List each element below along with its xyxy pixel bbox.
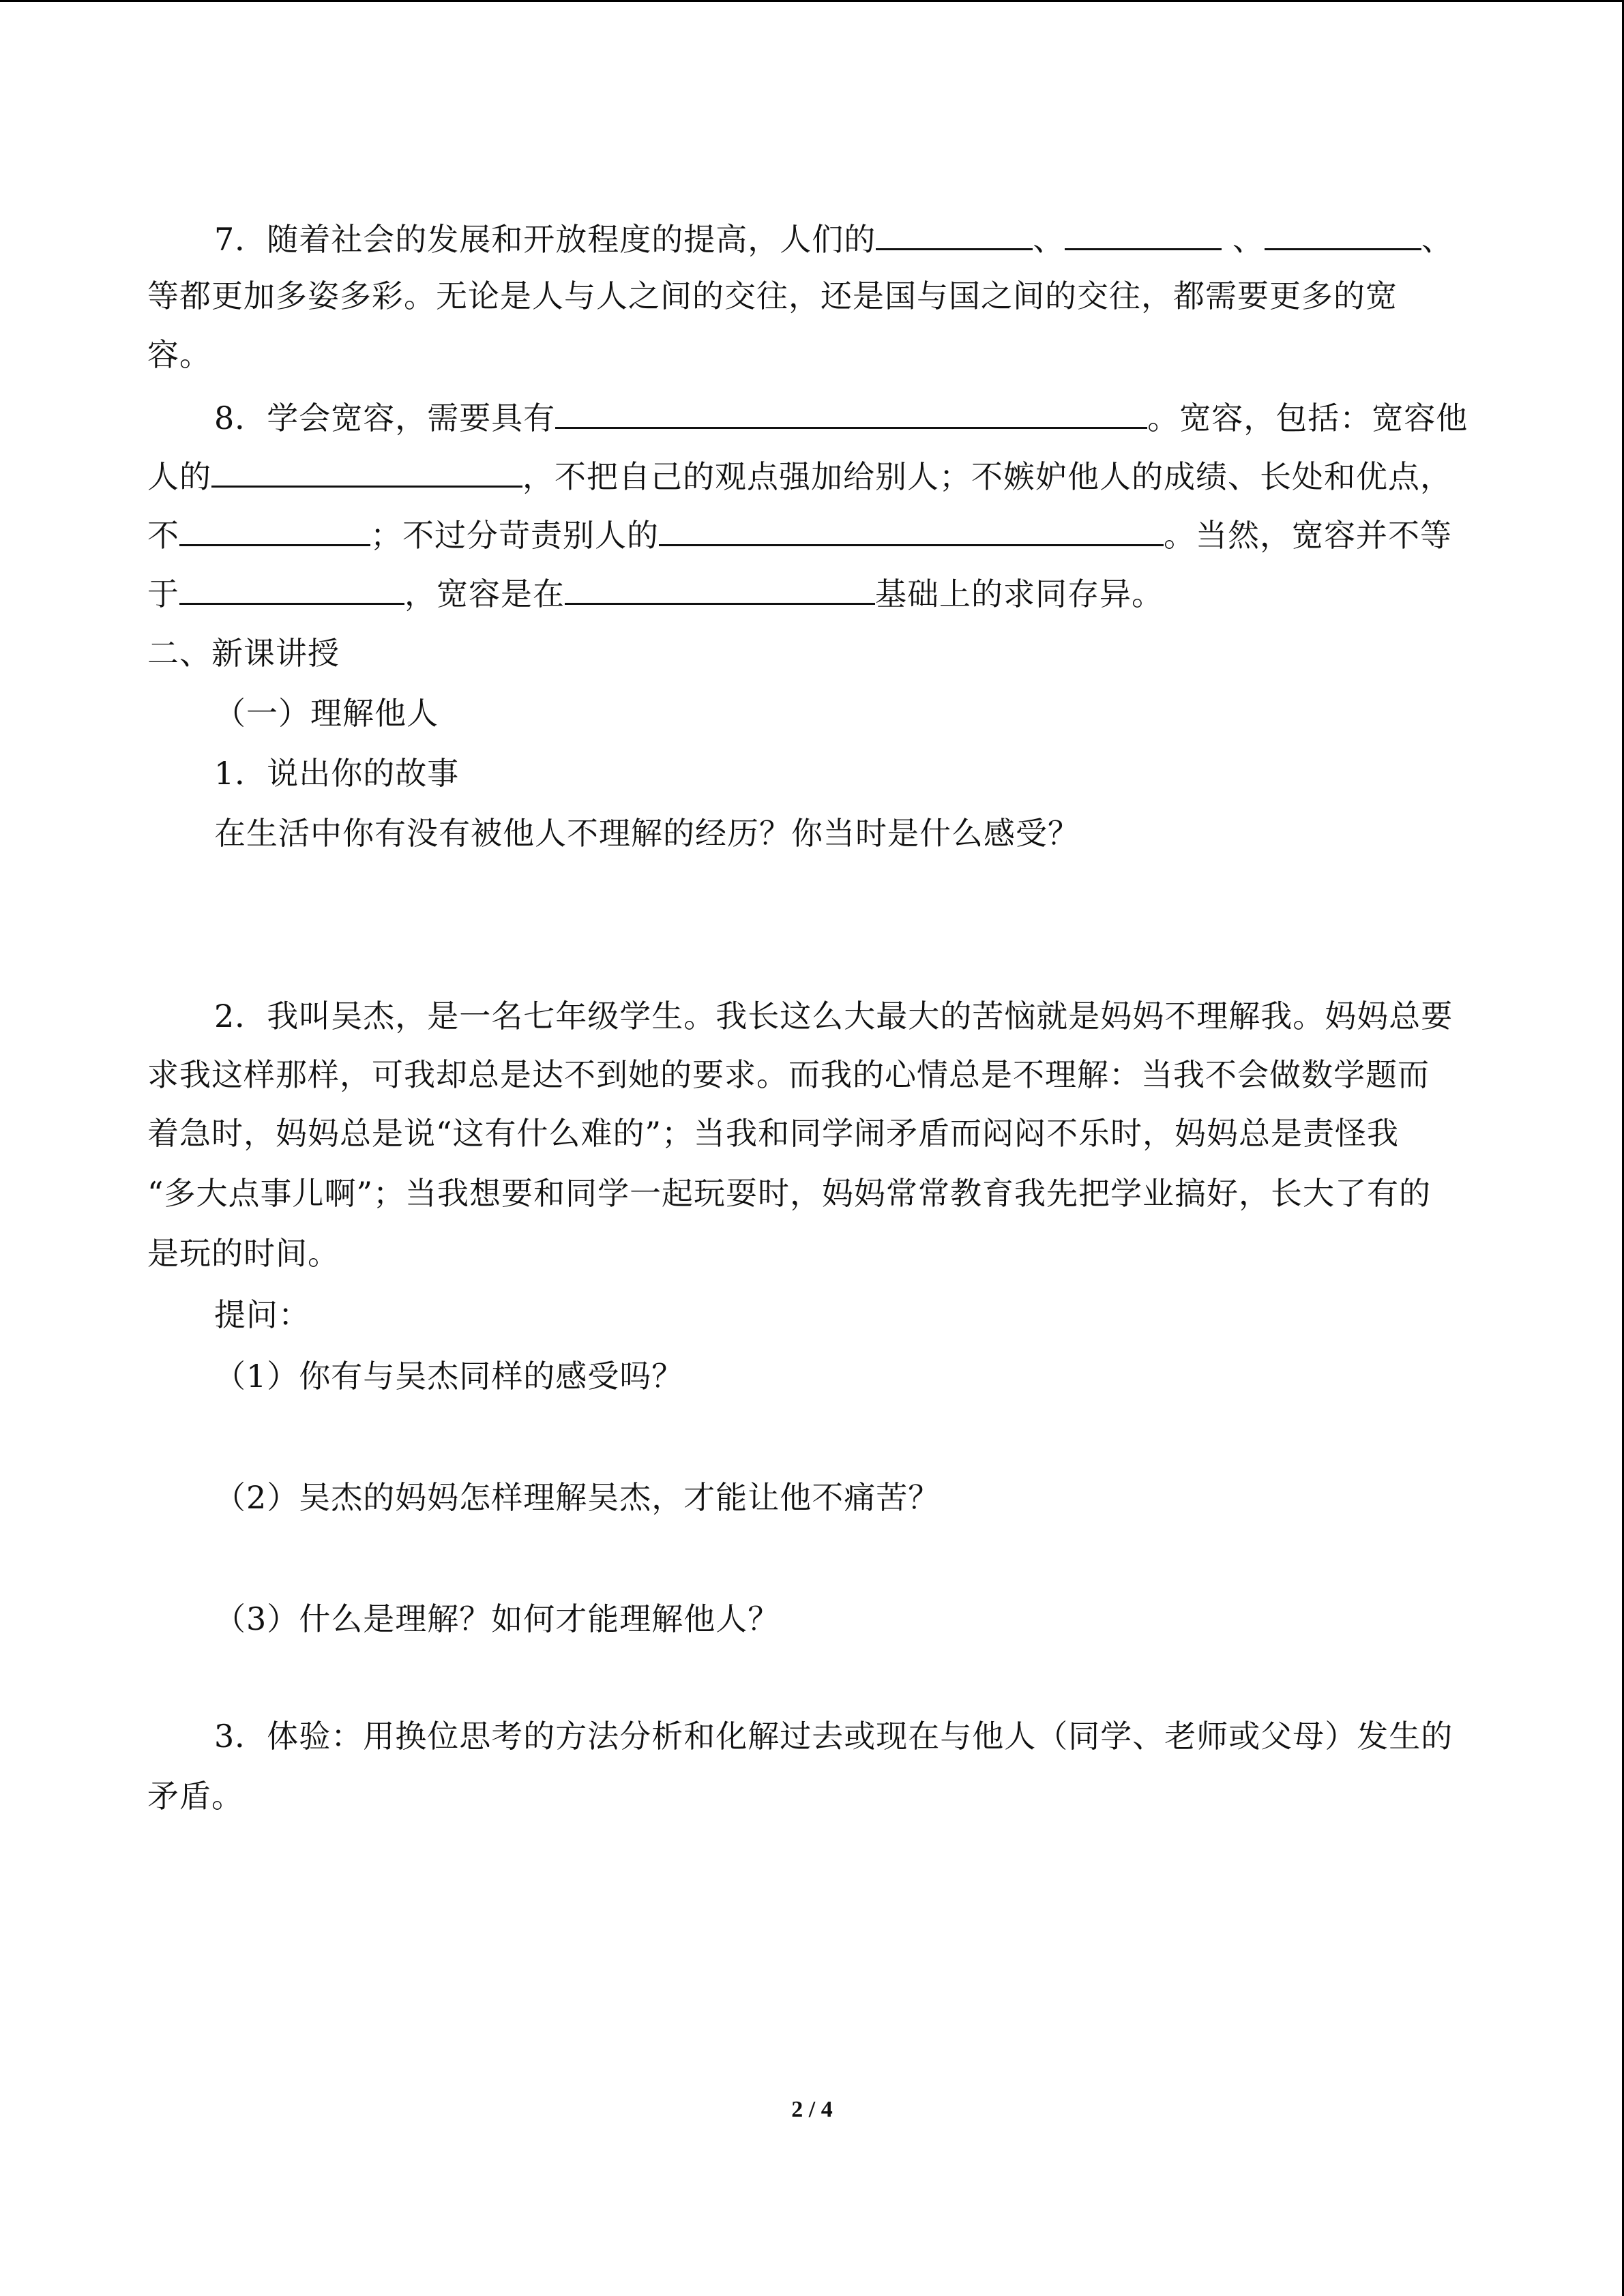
q8-text-3b: ；不过分苛责别人的 xyxy=(370,517,659,554)
top-border xyxy=(0,0,1624,2)
item1-prompt: 在生活中你有没有被他人不理解的经历？你当时是什么感受？ xyxy=(214,815,1080,852)
q8-blank-2[interactable] xyxy=(211,454,522,488)
q7-line-1 xyxy=(214,217,1453,260)
section-heading: 二、新课讲授 xyxy=(147,635,340,672)
page-number: 2 / 4 xyxy=(791,2097,833,2122)
q8-text-1b: 。宽容，包括：宽容他 xyxy=(1147,400,1468,436)
q7-text: 7．随着社会的发展和开放程度的提高，人们的 xyxy=(214,221,876,258)
q8-text-4b: ，宽容是在 xyxy=(404,576,565,612)
q8-line-4 xyxy=(147,571,1164,614)
q8-text-1a: 8．学会宽容，需要具有 xyxy=(214,400,556,436)
item2-line-5: 是玩的时间。 xyxy=(147,1235,340,1272)
q7-blank-2[interactable] xyxy=(1065,217,1222,250)
q7-sep-2: 、 xyxy=(1222,221,1265,258)
q8-blank-6[interactable] xyxy=(565,571,875,605)
q7-line-2: 等都更加多姿多彩。无论是人与人之间的交往，还是国与国之间的交往，都需要更多的宽 xyxy=(147,278,1398,314)
item3-line-1: 3．体验：用换位思考的方法分析和化解过去或现在与他人（同学、老师或父母）发生的 xyxy=(214,1718,1453,1755)
question-3: （3）什么是理解？如何才能理解他人？ xyxy=(214,1600,780,1637)
item2-line-3: 着急时，妈妈总是说“这有什么难的”；当我和同学闹矛盾而闷闷不乐时，妈妈总是责怪我 xyxy=(147,1115,1400,1152)
ask-label: 提问： xyxy=(214,1296,310,1333)
q8-line-2 xyxy=(147,454,1452,497)
item2-line-4: “多大点事儿啊”；当我想要和同学一起玩耍时，妈妈常常教育我先把学业搞好，长大了有的 xyxy=(147,1175,1432,1212)
item3-line-2: 矛盾。 xyxy=(147,1778,243,1815)
q7-blank-1[interactable] xyxy=(876,217,1033,250)
q7-sep-3: 、 xyxy=(1421,221,1453,258)
q8-blank-1[interactable] xyxy=(555,396,1147,429)
item1-title: 1．说出你的故事 xyxy=(214,755,460,792)
item2-line-1: 2．我叫吴杰，是一名七年级学生。我长这么大最大的苦恼就是妈妈不理解我。妈妈总要 xyxy=(214,998,1453,1034)
q7-blank-3[interactable] xyxy=(1265,217,1421,250)
q8-line-1 xyxy=(214,396,1468,438)
q8-line-3 xyxy=(147,513,1452,556)
q8-text-4c: 基础上的求同存异。 xyxy=(875,576,1164,612)
question-2: （2）吴杰的妈妈怎样理解吴杰，才能让他不痛苦？ xyxy=(214,1479,941,1516)
q7-line-3: 容。 xyxy=(147,336,211,373)
q8-text-2b: ，不把自己的观点强加给别人；不嫉妒他人的成绩、长处和优点， xyxy=(522,458,1452,495)
q8-text-2a: 人的 xyxy=(147,458,211,495)
q8-text-4a: 于 xyxy=(147,576,179,612)
question-1: （1）你有与吴杰同样的感受吗？ xyxy=(214,1358,684,1395)
subsection-heading: （一）理解他人 xyxy=(214,695,439,732)
item2-line-2: 求我这样那样，可我却总是达不到她的要求。而我的心情总是不理解：当我不会做数学题而 xyxy=(147,1056,1430,1093)
q8-blank-4[interactable] xyxy=(659,513,1164,546)
q7-sep-1: 、 xyxy=(1033,221,1065,258)
q8-blank-3[interactable] xyxy=(179,513,370,546)
q8-text-3a: 不 xyxy=(147,517,179,554)
q8-blank-5[interactable] xyxy=(179,571,404,605)
q8-text-3c: 。当然，宽容并不等 xyxy=(1164,517,1452,554)
